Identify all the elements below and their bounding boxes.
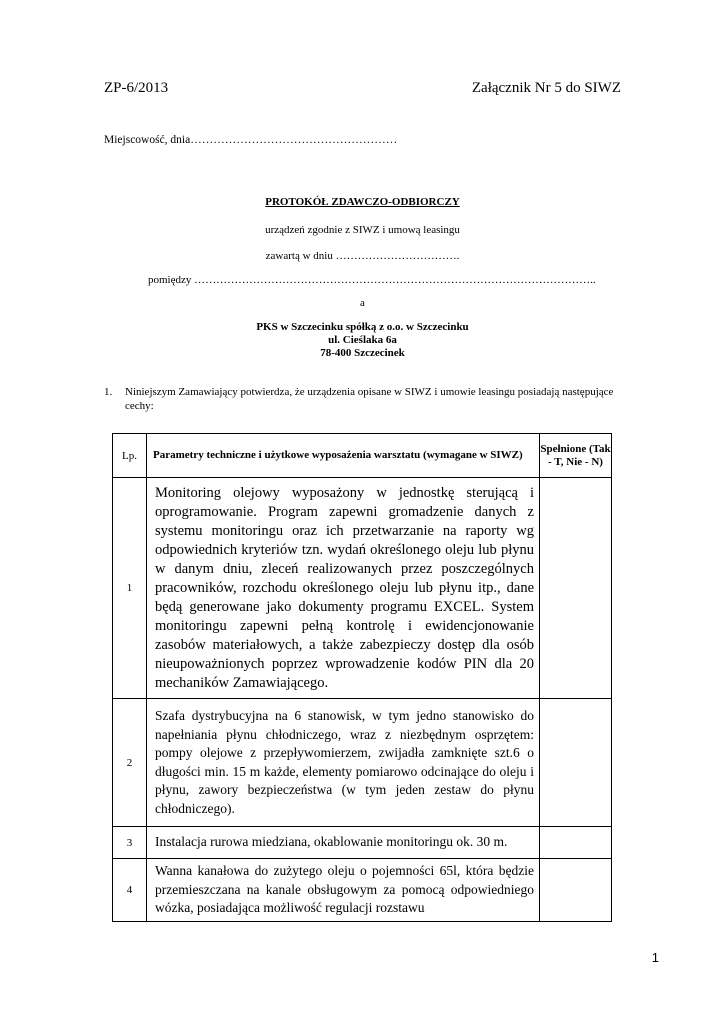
- protocol-subtitle: urządzeń zgodnie z SIWZ i umową leasingu: [265, 224, 460, 236]
- protocol-title: PROTOKÓŁ ZDAWCZO-ODBIORCZY: [265, 196, 460, 208]
- clause-number: 1.: [104, 386, 113, 398]
- header-lp: Lp.: [113, 434, 147, 478]
- page-number: 1: [651, 950, 659, 965]
- party-city: 78-400 Szczecinek: [320, 347, 405, 359]
- table-row: [113, 859, 612, 922]
- and-word: a: [360, 297, 365, 309]
- signed-date-line: zawartą w dniu …………………………….: [265, 250, 460, 262]
- row-fulfilled-cell[interactable]: [540, 699, 612, 827]
- row-desc: Instalacja rurowa miedziana, okablowanie monitoringu ok. 30 m.: [147, 827, 540, 859]
- header-params: Parametry techniczne i użytkowe wyposażenia warsztatu (wymagane w SIWZ): [147, 434, 540, 478]
- row-fulfilled-cell[interactable]: [540, 827, 612, 859]
- table-row: [113, 699, 612, 827]
- row-lp: 2: [113, 699, 147, 827]
- party-street: ul. Cieślaka 6a: [328, 334, 397, 346]
- table-row: [113, 827, 612, 859]
- row-lp: 1: [113, 478, 147, 699]
- clause-1: [104, 385, 624, 413]
- table-header-row: [113, 434, 612, 478]
- row-desc: Wanna kanałowa do zużytego oleju o pojemności 65l, która będzie przemieszczana na kanale obsługowym za pomocą odpowiedniego wózka, posiadająca możliwość regulacji rozstawu: [147, 859, 540, 922]
- row-desc: Szafa dystrybucyjna na 6 stanowisk, w tym jedno stanowisko do napełniania płynu chłodniczego, wraz z niezbędnym osprzętem: pompy olejowe z przepływomierzem, zwijadła zamknięte szt.6 o długości min. 15 m każde, elementy pomiarowo odcinające do oleju i płynu, zawory bezpieczeństwa (w tym jeden zestaw do płynu chłodniczego).: [147, 699, 540, 827]
- document-reference: ZP-6/2013: [104, 80, 169, 96]
- row-fulfilled-cell[interactable]: [540, 478, 612, 699]
- party-block: [0, 321, 725, 360]
- equipment-table: [112, 433, 612, 922]
- attachment-label: Załącznik Nr 5 do SIWZ: [471, 80, 621, 96]
- row-lp: 4: [113, 859, 147, 922]
- party-name: PKS w Szczecinku spółką z o.o. w Szczecinku: [256, 321, 469, 333]
- row-lp: 3: [113, 827, 147, 859]
- place-date-line: Miejscowość, dnia………………………………………………: [104, 134, 398, 146]
- row-desc: Monitoring olejowy wyposażony w jednostkę sterującą i oprogramowanie. Program zapewni gromadzenie danych z systemu monitoringu oraz ich przetwarzanie na raporty wg odpowiednich kryteriów tzn. wydań określonego oleju lub płynu w danym dniu, zleceń realizowanych przez poszczególnych pracowników, rozchodu określonego oleju lub płynu itp., dane będą generowane jako dokumenty programu EXCEL. System monitoringu zapewni pełną kontrolę i ewidencjonowanie zasobów materiałowych, a także zabezpieczy dostęp dla osób nieupoważnionych poprzez wprowadzenie kodów PIN dla 20 mechaników Zamawiającego.: [147, 478, 540, 699]
- table-row: [113, 478, 612, 699]
- row-fulfilled-cell[interactable]: [540, 859, 612, 922]
- header-fulfilled: Spełnione (Tak - T, Nie - N): [540, 434, 612, 478]
- clause-text: Niniejszym Zamawiający potwierdza, że urządzenia opisane w SIWZ i umowie leasingu posiadają następujące cechy:: [125, 386, 614, 412]
- between-line: pomiędzy ………………………………………………………………………………………………..: [148, 274, 596, 286]
